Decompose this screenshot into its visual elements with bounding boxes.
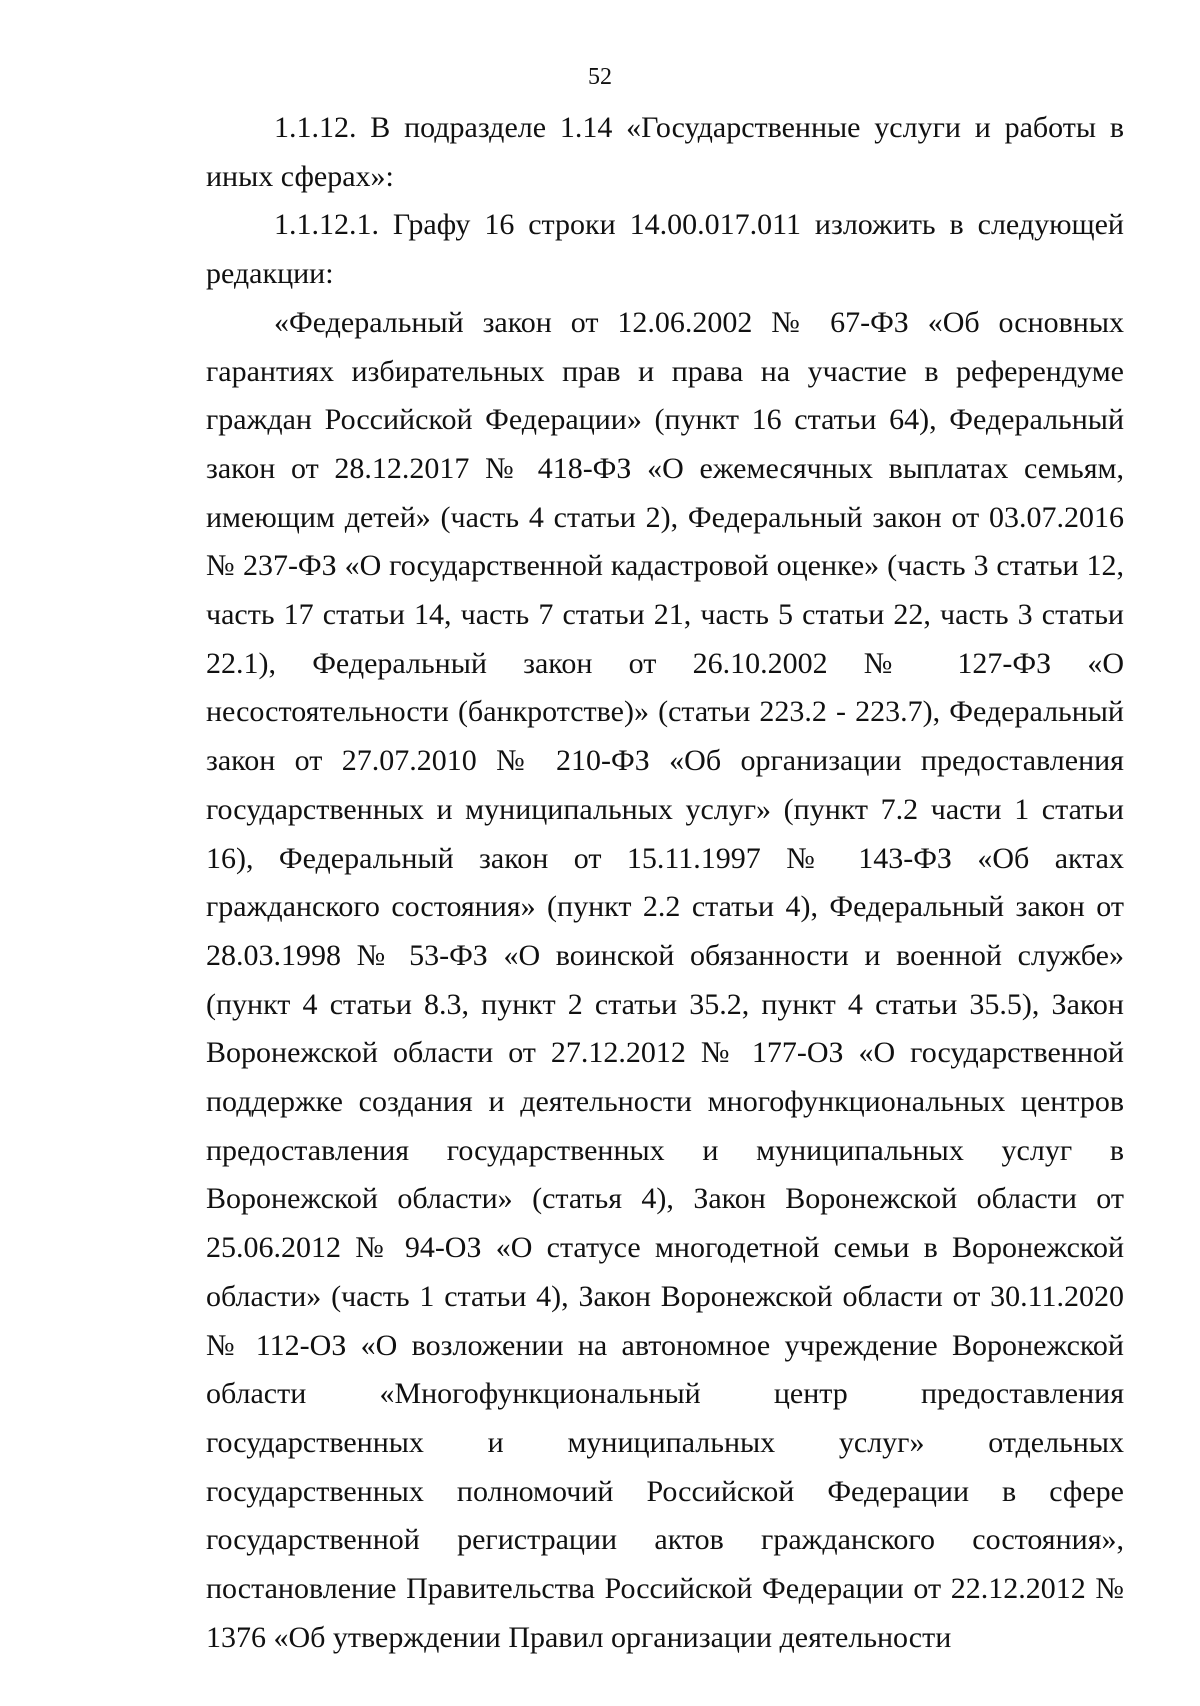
paragraph-section-1-1-12-1: 1.1.12.1. Графу 16 строки 14.00.017.011 изложить в следующей редакции: bbox=[206, 208, 1124, 291]
paragraph-legal-references: «Федеральный закон от 12.06.2002 № 67-ФЗ «Об основных гарантиях избирательных прав и права на участие в референдуме граждан Российской Федерации» (пункт 16 статьи 64), Федеральный закон от 28.12.2017 № 418-ФЗ «О ежемесячных выплатах семьям, имеющим детей» (часть 4 статьи 2), Федеральный закон от 03.07.2016 № 237-ФЗ «О государственной кадастровой оценке» (часть 3 статьи 12, часть 17 статьи 14, часть 7 статьи 21, часть 5 статьи 22, часть 3 статьи 22.1), Федеральный закон от 26.10.2002 № 127-ФЗ «О несостоятельности (банкротстве)» (статьи 223.2 - 223.7), Федеральный закон от 27.07.2010 № 210-ФЗ «Об организации предоставления государственных и муниципальных услуг» (пункт 7.2 части 1 статьи 16), Федеральный закон от 15.11.1997 № 143-ФЗ «Об актах гражданского состояния» (пункт 2.2 статьи 4), Федеральный закон от 28.03.1998 № 53-ФЗ «О воинской обязанности и военной службе» (пункт 4 статьи 8.3, пункт 2 статьи 35.2, пункт 4 статьи 35.5), Закон Воронежской области от 27.12.2012 № 177-ОЗ «О государственной поддержке создания и деятельности многофункциональных центров предоставления государственных и муниципальных услуг в Воронежской области» (статья 4), Закон Воронежской области от 25.06.2012 № 94-ОЗ «О статусе многодетной семьи в Воронежской области» (часть 1 статьи 4), Закон Воронежской области от 30.11.2020 № 112-ОЗ «О возложении на автономное учреждение Воронежской области «Многофункциональный центр предоставления государственных и муниципальных услуг» отдельных государственных полномочий Российской Федерации в сфере государственной регистрации актов гражданского состояния», постановление Правительства Российской Федерации от 22.12.2012 № 1376 «Об утверждении Правил организации деятельности bbox=[206, 305, 1124, 1654]
paragraph-section-1-1-12: 1.1.12. В подразделе 1.14 «Государственные услуги и работы в иных сферах»: bbox=[206, 111, 1124, 193]
document-body bbox=[206, 104, 1124, 1663]
page-number: 52 bbox=[588, 64, 612, 90]
